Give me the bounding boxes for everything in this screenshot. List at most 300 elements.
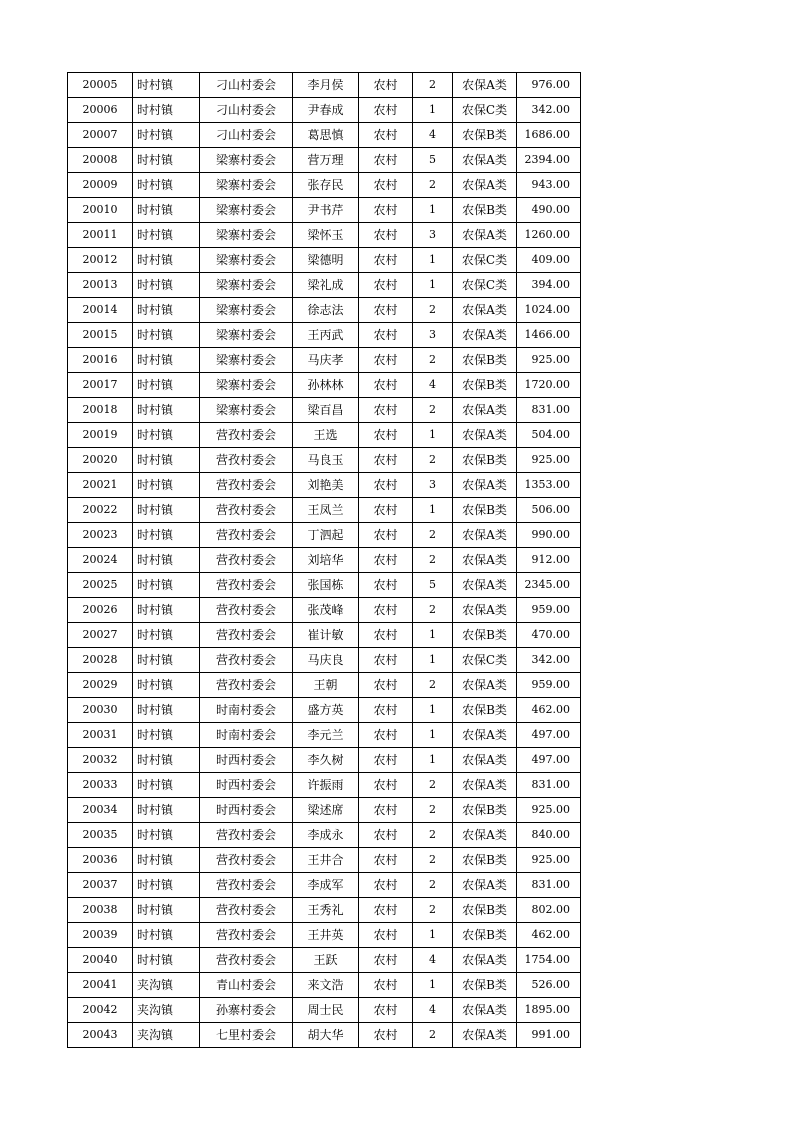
table-row <box>68 498 581 523</box>
category-cell: 农保B类 <box>453 123 517 148</box>
area-type-cell: 农村 <box>359 748 413 773</box>
table-row <box>68 923 581 948</box>
area-type-cell: 农村 <box>359 723 413 748</box>
amount-cell: 2345.00 <box>517 573 581 598</box>
amount-cell: 1895.00 <box>517 998 581 1023</box>
table-row <box>68 823 581 848</box>
id-cell: 20029 <box>68 673 133 698</box>
town-cell: 时村镇 <box>133 748 200 773</box>
id-cell: 20037 <box>68 873 133 898</box>
table-row <box>68 973 581 998</box>
table-row <box>68 873 581 898</box>
amount-cell: 925.00 <box>517 798 581 823</box>
table-row <box>68 148 581 173</box>
village-cell: 梁寨村委会 <box>200 323 293 348</box>
id-cell: 20040 <box>68 948 133 973</box>
category-cell: 农保A类 <box>453 873 517 898</box>
id-cell: 20043 <box>68 1023 133 1048</box>
category-cell: 农保A类 <box>453 423 517 448</box>
table-row <box>68 548 581 573</box>
town-cell: 时村镇 <box>133 173 200 198</box>
village-cell: 营孜村委会 <box>200 923 293 948</box>
town-cell: 时村镇 <box>133 348 200 373</box>
town-cell: 时村镇 <box>133 123 200 148</box>
table-row <box>68 223 581 248</box>
amount-cell: 462.00 <box>517 923 581 948</box>
village-cell: 梁寨村委会 <box>200 273 293 298</box>
area-type-cell: 农村 <box>359 548 413 573</box>
table-row <box>68 573 581 598</box>
amount-cell: 925.00 <box>517 848 581 873</box>
amount-cell: 1024.00 <box>517 298 581 323</box>
id-cell: 20006 <box>68 98 133 123</box>
name-cell: 来文浩 <box>293 973 359 998</box>
name-cell: 许振雨 <box>293 773 359 798</box>
table-row <box>68 898 581 923</box>
count-cell: 2 <box>413 1023 453 1048</box>
count-cell: 1 <box>413 723 453 748</box>
town-cell: 时村镇 <box>133 198 200 223</box>
category-cell: 农保A类 <box>453 598 517 623</box>
count-cell: 1 <box>413 923 453 948</box>
count-cell: 4 <box>413 373 453 398</box>
table-row <box>68 698 581 723</box>
town-cell: 时村镇 <box>133 948 200 973</box>
name-cell: 盛方英 <box>293 698 359 723</box>
town-cell: 时村镇 <box>133 373 200 398</box>
town-cell: 时村镇 <box>133 823 200 848</box>
id-cell: 20036 <box>68 848 133 873</box>
amount-cell: 490.00 <box>517 198 581 223</box>
area-type-cell: 农村 <box>359 98 413 123</box>
table-row <box>68 98 581 123</box>
village-cell: 营孜村委会 <box>200 423 293 448</box>
area-type-cell: 农村 <box>359 373 413 398</box>
village-cell: 梁寨村委会 <box>200 173 293 198</box>
category-cell: 农保A类 <box>453 823 517 848</box>
name-cell: 王井英 <box>293 923 359 948</box>
town-cell: 时村镇 <box>133 398 200 423</box>
village-cell: 刁山村委会 <box>200 73 293 98</box>
table-row <box>68 1023 581 1048</box>
area-type-cell: 农村 <box>359 523 413 548</box>
amount-cell: 497.00 <box>517 723 581 748</box>
table-row <box>68 123 581 148</box>
name-cell: 王选 <box>293 423 359 448</box>
area-type-cell: 农村 <box>359 973 413 998</box>
amount-cell: 1353.00 <box>517 473 581 498</box>
category-cell: 农保B类 <box>453 798 517 823</box>
area-type-cell: 农村 <box>359 448 413 473</box>
amount-cell: 497.00 <box>517 748 581 773</box>
village-cell: 营孜村委会 <box>200 448 293 473</box>
name-cell: 营万理 <box>293 148 359 173</box>
category-cell: 农保B类 <box>453 198 517 223</box>
amount-cell: 959.00 <box>517 598 581 623</box>
amount-cell: 2394.00 <box>517 148 581 173</box>
town-cell: 时村镇 <box>133 548 200 573</box>
amount-cell: 342.00 <box>517 98 581 123</box>
name-cell: 丁泗起 <box>293 523 359 548</box>
village-cell: 刁山村委会 <box>200 98 293 123</box>
village-cell: 营孜村委会 <box>200 673 293 698</box>
table-row <box>68 298 581 323</box>
amount-cell: 1686.00 <box>517 123 581 148</box>
name-cell: 王朝 <box>293 673 359 698</box>
area-type-cell: 农村 <box>359 473 413 498</box>
id-cell: 20038 <box>68 898 133 923</box>
id-cell: 20014 <box>68 298 133 323</box>
village-cell: 刁山村委会 <box>200 123 293 148</box>
town-cell: 时村镇 <box>133 523 200 548</box>
name-cell: 刘培华 <box>293 548 359 573</box>
count-cell: 2 <box>413 448 453 473</box>
name-cell: 马庆孝 <box>293 348 359 373</box>
table-row <box>68 198 581 223</box>
category-cell: 农保B类 <box>453 448 517 473</box>
id-cell: 20030 <box>68 698 133 723</box>
id-cell: 20020 <box>68 448 133 473</box>
area-type-cell: 农村 <box>359 223 413 248</box>
category-cell: 农保A类 <box>453 223 517 248</box>
count-cell: 1 <box>413 198 453 223</box>
area-type-cell: 农村 <box>359 798 413 823</box>
id-cell: 20022 <box>68 498 133 523</box>
count-cell: 1 <box>413 623 453 648</box>
count-cell: 2 <box>413 848 453 873</box>
id-cell: 20018 <box>68 398 133 423</box>
count-cell: 1 <box>413 648 453 673</box>
area-type-cell: 农村 <box>359 273 413 298</box>
name-cell: 王秀礼 <box>293 898 359 923</box>
village-cell: 梁寨村委会 <box>200 223 293 248</box>
count-cell: 2 <box>413 673 453 698</box>
name-cell: 梁礼成 <box>293 273 359 298</box>
area-type-cell: 农村 <box>359 148 413 173</box>
id-cell: 20023 <box>68 523 133 548</box>
amount-cell: 976.00 <box>517 73 581 98</box>
count-cell: 4 <box>413 123 453 148</box>
count-cell: 2 <box>413 898 453 923</box>
category-cell: 农保C类 <box>453 648 517 673</box>
id-cell: 20013 <box>68 273 133 298</box>
count-cell: 2 <box>413 823 453 848</box>
id-cell: 20026 <box>68 598 133 623</box>
table-row <box>68 748 581 773</box>
id-cell: 20009 <box>68 173 133 198</box>
category-cell: 农保A类 <box>453 548 517 573</box>
name-cell: 梁百昌 <box>293 398 359 423</box>
amount-cell: 342.00 <box>517 648 581 673</box>
count-cell: 2 <box>413 348 453 373</box>
name-cell: 崔计敏 <box>293 623 359 648</box>
name-cell: 尹春成 <box>293 98 359 123</box>
area-type-cell: 农村 <box>359 823 413 848</box>
village-cell: 梁寨村委会 <box>200 373 293 398</box>
town-cell: 夹沟镇 <box>133 1023 200 1048</box>
category-cell: 农保B类 <box>453 373 517 398</box>
table-row <box>68 673 581 698</box>
town-cell: 时村镇 <box>133 98 200 123</box>
id-cell: 20005 <box>68 73 133 98</box>
town-cell: 时村镇 <box>133 223 200 248</box>
id-cell: 20027 <box>68 623 133 648</box>
amount-cell: 1754.00 <box>517 948 581 973</box>
count-cell: 2 <box>413 73 453 98</box>
category-cell: 农保A类 <box>453 298 517 323</box>
amount-cell: 802.00 <box>517 898 581 923</box>
town-cell: 时村镇 <box>133 323 200 348</box>
amount-cell: 1720.00 <box>517 373 581 398</box>
table-row <box>68 323 581 348</box>
count-cell: 2 <box>413 548 453 573</box>
id-cell: 20012 <box>68 248 133 273</box>
count-cell: 2 <box>413 598 453 623</box>
count-cell: 1 <box>413 698 453 723</box>
name-cell: 李久树 <box>293 748 359 773</box>
category-cell: 农保B类 <box>453 898 517 923</box>
town-cell: 时村镇 <box>133 423 200 448</box>
village-cell: 营孜村委会 <box>200 848 293 873</box>
name-cell: 刘艳美 <box>293 473 359 498</box>
name-cell: 王跃 <box>293 948 359 973</box>
town-cell: 时村镇 <box>133 573 200 598</box>
village-cell: 时南村委会 <box>200 698 293 723</box>
town-cell: 时村镇 <box>133 598 200 623</box>
id-cell: 20015 <box>68 323 133 348</box>
village-cell: 时西村委会 <box>200 748 293 773</box>
category-cell: 农保A类 <box>453 523 517 548</box>
count-cell: 2 <box>413 773 453 798</box>
area-type-cell: 农村 <box>359 348 413 373</box>
category-cell: 农保C类 <box>453 273 517 298</box>
category-cell: 农保A类 <box>453 473 517 498</box>
town-cell: 时村镇 <box>133 298 200 323</box>
category-cell: 农保A类 <box>453 323 517 348</box>
village-cell: 梁寨村委会 <box>200 298 293 323</box>
table-row <box>68 948 581 973</box>
area-type-cell: 农村 <box>359 423 413 448</box>
category-cell: 农保B类 <box>453 973 517 998</box>
category-cell: 农保C类 <box>453 98 517 123</box>
name-cell: 马庆良 <box>293 648 359 673</box>
category-cell: 农保A类 <box>453 673 517 698</box>
area-type-cell: 农村 <box>359 673 413 698</box>
id-cell: 20034 <box>68 798 133 823</box>
village-cell: 营孜村委会 <box>200 498 293 523</box>
id-cell: 20021 <box>68 473 133 498</box>
id-cell: 20033 <box>68 773 133 798</box>
amount-cell: 462.00 <box>517 698 581 723</box>
count-cell: 1 <box>413 973 453 998</box>
category-cell: 农保A类 <box>453 398 517 423</box>
amount-cell: 1466.00 <box>517 323 581 348</box>
town-cell: 夹沟镇 <box>133 973 200 998</box>
village-cell: 梁寨村委会 <box>200 398 293 423</box>
category-cell: 农保A类 <box>453 1023 517 1048</box>
count-cell: 1 <box>413 748 453 773</box>
id-cell: 20041 <box>68 973 133 998</box>
amount-cell: 991.00 <box>517 1023 581 1048</box>
name-cell: 周士民 <box>293 998 359 1023</box>
count-cell: 4 <box>413 948 453 973</box>
name-cell: 李成军 <box>293 873 359 898</box>
town-cell: 时村镇 <box>133 473 200 498</box>
count-cell: 1 <box>413 423 453 448</box>
amount-cell: 1260.00 <box>517 223 581 248</box>
village-cell: 时西村委会 <box>200 773 293 798</box>
id-cell: 20010 <box>68 198 133 223</box>
town-cell: 时村镇 <box>133 848 200 873</box>
village-cell: 营孜村委会 <box>200 473 293 498</box>
area-type-cell: 农村 <box>359 998 413 1023</box>
name-cell: 葛思慎 <box>293 123 359 148</box>
id-cell: 20031 <box>68 723 133 748</box>
amount-cell: 506.00 <box>517 498 581 523</box>
count-cell: 1 <box>413 248 453 273</box>
town-cell: 时村镇 <box>133 898 200 923</box>
count-cell: 3 <box>413 223 453 248</box>
name-cell: 梁德明 <box>293 248 359 273</box>
table-row <box>68 173 581 198</box>
table-row <box>68 798 581 823</box>
id-cell: 20017 <box>68 373 133 398</box>
category-cell: 农保A类 <box>453 573 517 598</box>
table-row <box>68 773 581 798</box>
category-cell: 农保B类 <box>453 698 517 723</box>
id-cell: 20011 <box>68 223 133 248</box>
town-cell: 时村镇 <box>133 248 200 273</box>
village-cell: 梁寨村委会 <box>200 348 293 373</box>
category-cell: 农保A类 <box>453 73 517 98</box>
table-row <box>68 398 581 423</box>
table-row <box>68 73 581 98</box>
area-type-cell: 农村 <box>359 198 413 223</box>
name-cell: 徐志法 <box>293 298 359 323</box>
village-cell: 营孜村委会 <box>200 948 293 973</box>
village-cell: 营孜村委会 <box>200 648 293 673</box>
table-row <box>68 348 581 373</box>
area-type-cell: 农村 <box>359 298 413 323</box>
count-cell: 1 <box>413 498 453 523</box>
category-cell: 农保A类 <box>453 173 517 198</box>
amount-cell: 943.00 <box>517 173 581 198</box>
area-type-cell: 农村 <box>359 923 413 948</box>
id-cell: 20032 <box>68 748 133 773</box>
id-cell: 20024 <box>68 548 133 573</box>
count-cell: 2 <box>413 173 453 198</box>
town-cell: 时村镇 <box>133 873 200 898</box>
amount-cell: 470.00 <box>517 623 581 648</box>
amount-cell: 831.00 <box>517 773 581 798</box>
amount-cell: 925.00 <box>517 448 581 473</box>
amount-cell: 959.00 <box>517 673 581 698</box>
village-cell: 营孜村委会 <box>200 573 293 598</box>
table-row <box>68 523 581 548</box>
table-row <box>68 473 581 498</box>
category-cell: 农保B类 <box>453 623 517 648</box>
town-cell: 时村镇 <box>133 73 200 98</box>
area-type-cell: 农村 <box>359 573 413 598</box>
village-cell: 梁寨村委会 <box>200 248 293 273</box>
amount-cell: 394.00 <box>517 273 581 298</box>
village-cell: 营孜村委会 <box>200 898 293 923</box>
name-cell: 李元兰 <box>293 723 359 748</box>
count-cell: 3 <box>413 473 453 498</box>
category-cell: 农保A类 <box>453 148 517 173</box>
name-cell: 梁述席 <box>293 798 359 823</box>
name-cell: 王丙武 <box>293 323 359 348</box>
village-cell: 营孜村委会 <box>200 548 293 573</box>
name-cell: 王井合 <box>293 848 359 873</box>
amount-cell: 831.00 <box>517 873 581 898</box>
table-row <box>68 273 581 298</box>
table-row <box>68 623 581 648</box>
name-cell: 马良玉 <box>293 448 359 473</box>
count-cell: 2 <box>413 398 453 423</box>
id-cell: 20019 <box>68 423 133 448</box>
village-cell: 孙寨村委会 <box>200 998 293 1023</box>
count-cell: 1 <box>413 98 453 123</box>
name-cell: 李成永 <box>293 823 359 848</box>
amount-cell: 925.00 <box>517 348 581 373</box>
id-cell: 20042 <box>68 998 133 1023</box>
name-cell: 张存民 <box>293 173 359 198</box>
name-cell: 梁怀玉 <box>293 223 359 248</box>
village-cell: 营孜村委会 <box>200 523 293 548</box>
area-type-cell: 农村 <box>359 848 413 873</box>
town-cell: 时村镇 <box>133 448 200 473</box>
town-cell: 时村镇 <box>133 623 200 648</box>
area-type-cell: 农村 <box>359 498 413 523</box>
town-cell: 时村镇 <box>133 648 200 673</box>
table-row <box>68 248 581 273</box>
category-cell: 农保A类 <box>453 998 517 1023</box>
category-cell: 农保B类 <box>453 923 517 948</box>
village-cell: 营孜村委会 <box>200 623 293 648</box>
area-type-cell: 农村 <box>359 648 413 673</box>
amount-cell: 831.00 <box>517 398 581 423</box>
village-cell: 时南村委会 <box>200 723 293 748</box>
table-row <box>68 998 581 1023</box>
count-cell: 2 <box>413 523 453 548</box>
id-cell: 20016 <box>68 348 133 373</box>
id-cell: 20007 <box>68 123 133 148</box>
category-cell: 农保A类 <box>453 773 517 798</box>
table-row <box>68 423 581 448</box>
town-cell: 时村镇 <box>133 148 200 173</box>
amount-cell: 990.00 <box>517 523 581 548</box>
category-cell: 农保A类 <box>453 748 517 773</box>
name-cell: 张茂峰 <box>293 598 359 623</box>
name-cell: 尹书芹 <box>293 198 359 223</box>
area-type-cell: 农村 <box>359 1023 413 1048</box>
village-cell: 梁寨村委会 <box>200 198 293 223</box>
id-cell: 20008 <box>68 148 133 173</box>
category-cell: 农保B类 <box>453 498 517 523</box>
amount-cell: 526.00 <box>517 973 581 998</box>
category-cell: 农保A类 <box>453 723 517 748</box>
table-row <box>68 848 581 873</box>
name-cell: 胡大华 <box>293 1023 359 1048</box>
area-type-cell: 农村 <box>359 773 413 798</box>
name-cell: 孙林林 <box>293 373 359 398</box>
area-type-cell: 农村 <box>359 598 413 623</box>
table-row <box>68 598 581 623</box>
id-cell: 20039 <box>68 923 133 948</box>
town-cell: 时村镇 <box>133 698 200 723</box>
count-cell: 2 <box>413 298 453 323</box>
